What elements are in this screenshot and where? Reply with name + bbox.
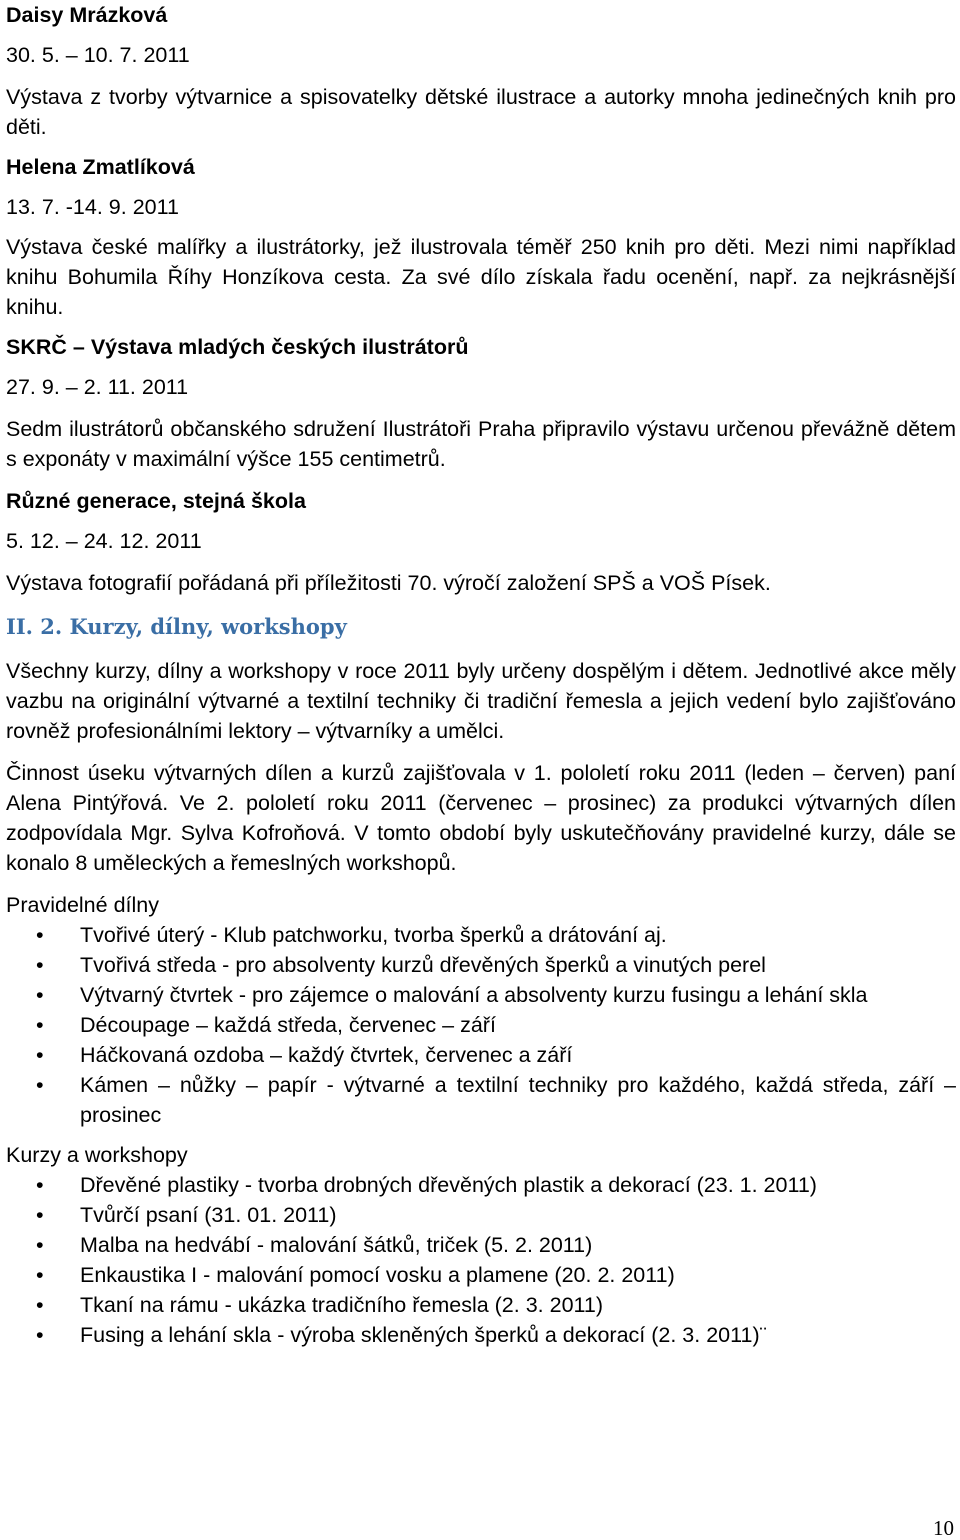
activity-paragraph: Činnost úseku výtvarných dílen a kurzů zajišťovala v 1. pololetí roku 2011 (leden – červen) paní Alena Pintýřová. Ve 2. pololetí roku 2011 (červenec – prosinec) za produkci výtvarných dílen zodpovídala Mgr. Sylva Kofroňová. V tomto období byly uskutečňovány pravidelné kurzy, dále se konalo 8 uměleckých a řemeslných workshopů.: [6, 761, 956, 875]
courses-list: [6, 1170, 956, 1350]
list-item: • Dřevěné plastiky - tvorba drobných dřevěných plastik a dekorací (23. 1. 2011): [6, 1170, 956, 1200]
exhibition-description: Výstava fotografií pořádaná při příležitosti 70. výročí založení SPŠ a VOŠ Písek.: [6, 571, 771, 595]
list-item: • Enkaustika I - malování pomocí vosku a plamene (20. 2. 2011): [6, 1260, 956, 1290]
section-heading: II. 2. Kurzy, dílny, workshopy: [6, 614, 347, 639]
exhibition-date: 5. 12. – 24. 12. 2011: [6, 529, 202, 553]
page-number: 10: [933, 1516, 954, 1540]
list-item: • Výtvarný čtvrtek - pro zájemce o malování a absolventy kurzu fusingu a lehání skla: [6, 980, 956, 1010]
exhibition-description: Výstava české malířky a ilustrátorky, jež ilustrovala téměř 250 knih pro děti. Mezi nimi například knihu Bohumila Říhy Honzíkova cesta. Za své dílo získala řadu ocenění, např. za nejkrásnější knihu.: [6, 235, 956, 319]
list-item: • Fusing a lehání skla - výroba skleněných šperků a dekorací (2. 3. 2011)¨: [6, 1320, 956, 1350]
courses-title: Kurzy a workshopy: [6, 1143, 188, 1167]
list-item: • Tvořivé úterý - Klub patchworku, tvorba šperků a drátování aj.: [6, 920, 956, 950]
regular-workshops-title: Pravidelné dílny: [6, 893, 159, 917]
exhibition-helena-zmatlikova: [6, 152, 956, 322]
list-item: • Háčkovaná ozdoba – každý čtvrtek, červenec a září: [6, 1040, 956, 1070]
intro-paragraph: Všechny kurzy, dílny a workshopy v roce 2011 byly určeny dospělým i dětem. Jednotlivé akce měly vazbu na originální výtvarné a textilní techniky či tradiční řemesla a jejich vedení bylo zajišťováno rovněž profesionálními lektory – výtvarníky a umělci.: [6, 659, 956, 743]
list-item: • Malba na hedvábí - malování šátků, triček (5. 2. 2011): [6, 1230, 956, 1260]
exhibition-title: SKRČ – Výstava mladých českých ilustrátorů: [6, 335, 469, 359]
list-item: • Kámen – nůžky – papír - výtvarné a textilní techniky pro každého, každá středa, září – prosinec: [6, 1070, 956, 1130]
document-page: [6, 0, 956, 1350]
exhibition-description: Sedm ilustrátorů občanského sdružení Ilustrátoři Praha připravilo výstavu určenou převážně dětem s exponáty v maximální výšce 155 centimetrů.: [6, 417, 956, 471]
exhibition-title: Helena Zmatlíková: [6, 155, 195, 179]
exhibition-date: 30. 5. – 10. 7. 2011: [6, 43, 190, 67]
exhibition-skrc: [6, 332, 956, 474]
exhibition-description: Výstava z tvorby výtvarnice a spisovatelky dětské ilustrace a autorky mnoha jedinečných knih pro děti.: [6, 85, 956, 139]
list-item: • Tkaní na rámu - ukázka tradičního řemesla (2. 3. 2011): [6, 1290, 956, 1320]
exhibition-title: Daisy Mrázková: [6, 3, 168, 27]
list-item: • Tvůrčí psaní (31. 01. 2011): [6, 1200, 956, 1230]
exhibition-daisy-mrazkova: [6, 0, 956, 142]
exhibition-date: 27. 9. – 2. 11. 2011: [6, 375, 189, 399]
exhibition-title: Různé generace, stejná škola: [6, 489, 306, 513]
exhibition-ruzne-generace: [6, 486, 956, 598]
exhibition-date: 13. 7. -14. 9. 2011: [6, 195, 179, 219]
list-item: • Tvořivá středa - pro absolventy kurzů dřevěných šperků a vinutých perel: [6, 950, 956, 980]
regular-workshops-list: [6, 920, 956, 1130]
list-item: • Découpage – každá středa, červenec – září: [6, 1010, 956, 1040]
